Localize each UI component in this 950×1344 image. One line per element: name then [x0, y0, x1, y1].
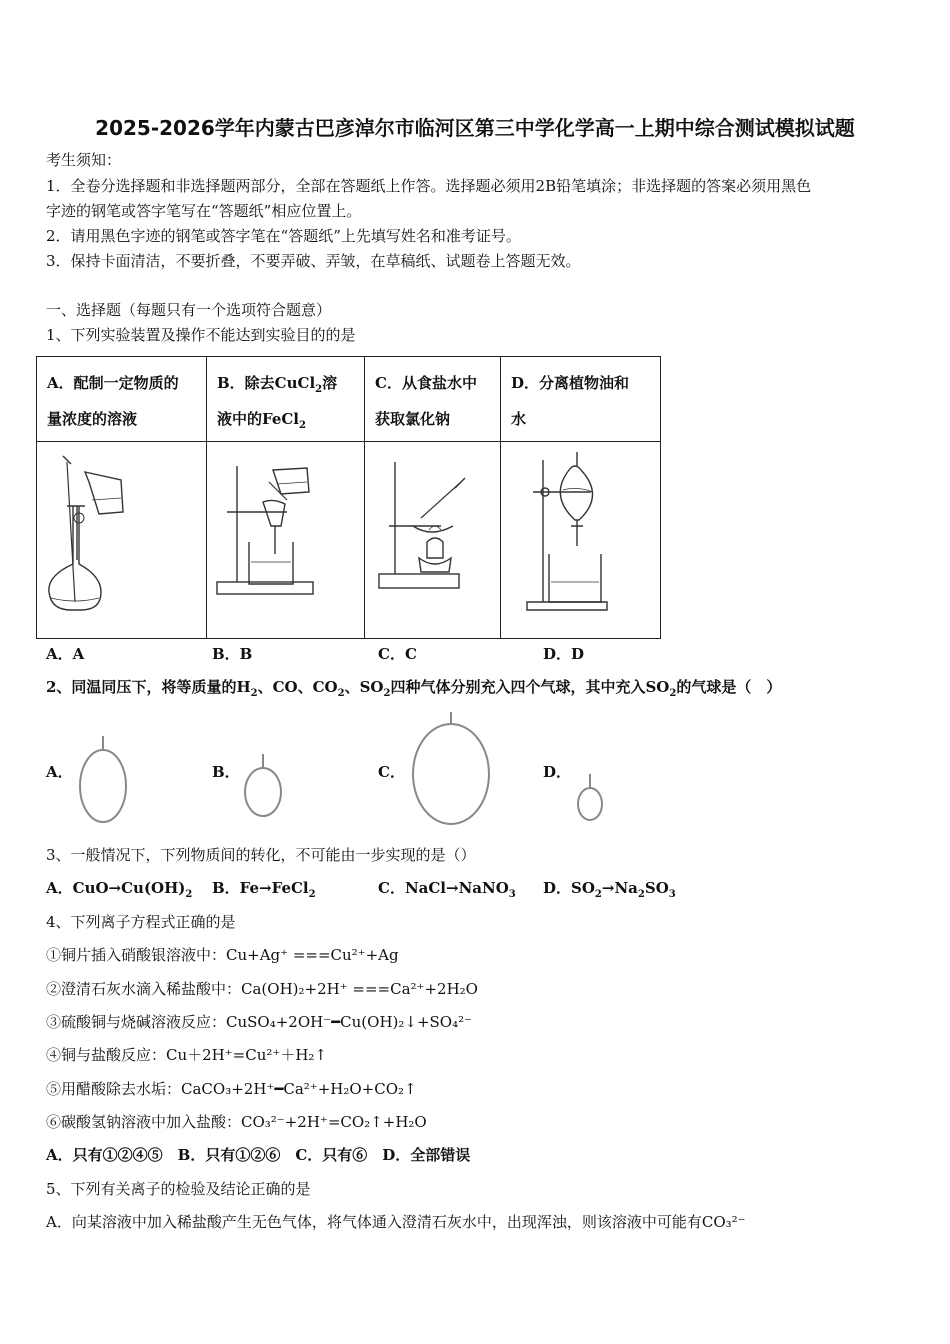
q3-option-b[interactable]: B．Fe→FeCl$_2$	[212, 879, 316, 900]
cell-c-header: C．从食盐水中 获取氯化钠	[365, 357, 501, 442]
notice-item-2: 2．请用黑色字迹的钢笔或答字笔在“答题纸”上先填写姓名和准考证号。	[46, 227, 521, 245]
apparatus-filtration	[207, 442, 365, 639]
balloon-c	[413, 712, 489, 824]
q2-option-a[interactable]: A．	[46, 763, 73, 781]
apparatus-volumetric-flask	[37, 442, 207, 639]
section-heading: 一、选择题（每题只有一个选项符合题意）	[46, 301, 332, 319]
q1-option-c[interactable]: C．C	[378, 645, 417, 663]
q2-option-d[interactable]: D．	[543, 763, 572, 781]
cell-b-header: B．除去CuCl$_2$溶 液中的FeCl$_2$	[207, 357, 365, 442]
question-2-stem: 2、同温同压下，将等质量的$H_2$、CO、$CO_2$、$SO_2$四种气体分别充入四个气球，其中充入$SO_2$的气球是（ ）	[46, 678, 782, 699]
apparatus-separatory-funnel	[501, 442, 661, 639]
cell-d-header: D．分离植物油和 水	[501, 357, 661, 442]
q4-equation-1: ①铜片插入硝酸银溶液中：Cu+Ag⁺ ===Cu²⁺+Ag	[46, 946, 399, 964]
question-1-stem: 1、下列实验装置及操作不能达到实验目的的是	[46, 326, 356, 344]
q4-equation-4: ④铜与盐酸反应：Cu＋2H⁺=Cu²⁺＋H₂↑	[46, 1046, 327, 1064]
q4-equation-3: ③硫酸铜与烧碱溶液反应：CuSO₄+2OH⁻━Cu(OH)₂↓+SO₄²⁻	[46, 1013, 473, 1031]
q4-equation-6: ⑥碳酸氢钠溶液中加入盐酸：CO₃²⁻+2H⁺=CO₂↑+H₂O	[46, 1113, 427, 1131]
q1-option-d[interactable]: D．D	[543, 645, 585, 663]
q3-option-d[interactable]: D．$SO_2\to Na_2SO_3$	[543, 879, 676, 900]
question-4-stem: 4、下列离子方程式正确的是	[46, 913, 236, 931]
balloon-b	[245, 754, 281, 816]
q1-option-a[interactable]: A．A	[46, 645, 85, 663]
q1-option-b[interactable]: B．B	[212, 645, 253, 663]
notice-item-3: 3．保持卡面清洁，不要折叠，不要弄破、弄皱，在草稿纸、试题卷上答题无效。	[46, 252, 581, 270]
apparatus-evaporation	[365, 442, 501, 639]
q4-equation-2: ②澄清石灰水滴入稀盐酸中：Ca(OH)₂+2H⁺ ===Ca²⁺+2H₂O	[46, 980, 478, 998]
q3-option-c[interactable]: C．NaCl→NaNO$_3$	[378, 879, 516, 900]
q3-option-a[interactable]: A．$CuO\to Cu(OH)_2$	[46, 879, 193, 900]
q5-option-a[interactable]: A．向某溶液中加入稀盐酸产生无色气体，将气体通入澄清石灰水中，出现浑浊，则该溶液中可能有CO₃²⁻	[46, 1213, 746, 1231]
q2-option-c[interactable]: C．	[378, 763, 405, 781]
balloon-d	[578, 774, 602, 820]
notice-heading: 考生须知：	[46, 151, 122, 169]
experiment-table	[36, 356, 661, 639]
balloon-a	[80, 736, 126, 822]
cell-a-header: A．配制一定物质的 量浓度的溶液	[37, 357, 207, 442]
notice-item-1a: 1．全卷分选择题和非选择题两部分，全部在答题纸上作答。选择题必须用2B铅笔填涂；非选择题的答案必须用黑色	[46, 177, 812, 195]
q4-options[interactable]: A．只有①②④⑤ B．只有①②⑥ C．只有⑥ D．全部错误	[46, 1146, 471, 1164]
balloons-figure	[0, 700, 950, 850]
q4-equation-5: ⑤用醋酸除去水垢：CaCO₃+2H⁺━Ca²⁺+H₂O+CO₂↑	[46, 1080, 417, 1098]
question-3-stem: 3、一般情况下，下列物质间的转化，不可能由一步实现的是（）	[46, 846, 476, 864]
q2-option-b[interactable]: B．	[212, 763, 240, 781]
question-5-stem: 5、下列有关离子的检验及结论正确的是	[46, 1180, 311, 1198]
notice-item-1b: 字迹的钢笔或答字笔写在“答题纸”相应位置上。	[46, 202, 362, 220]
page-title: 2025-2026学年内蒙古巴彦淖尔市临河区第三中学化学高一上期中综合测试模拟试题	[95, 116, 855, 140]
